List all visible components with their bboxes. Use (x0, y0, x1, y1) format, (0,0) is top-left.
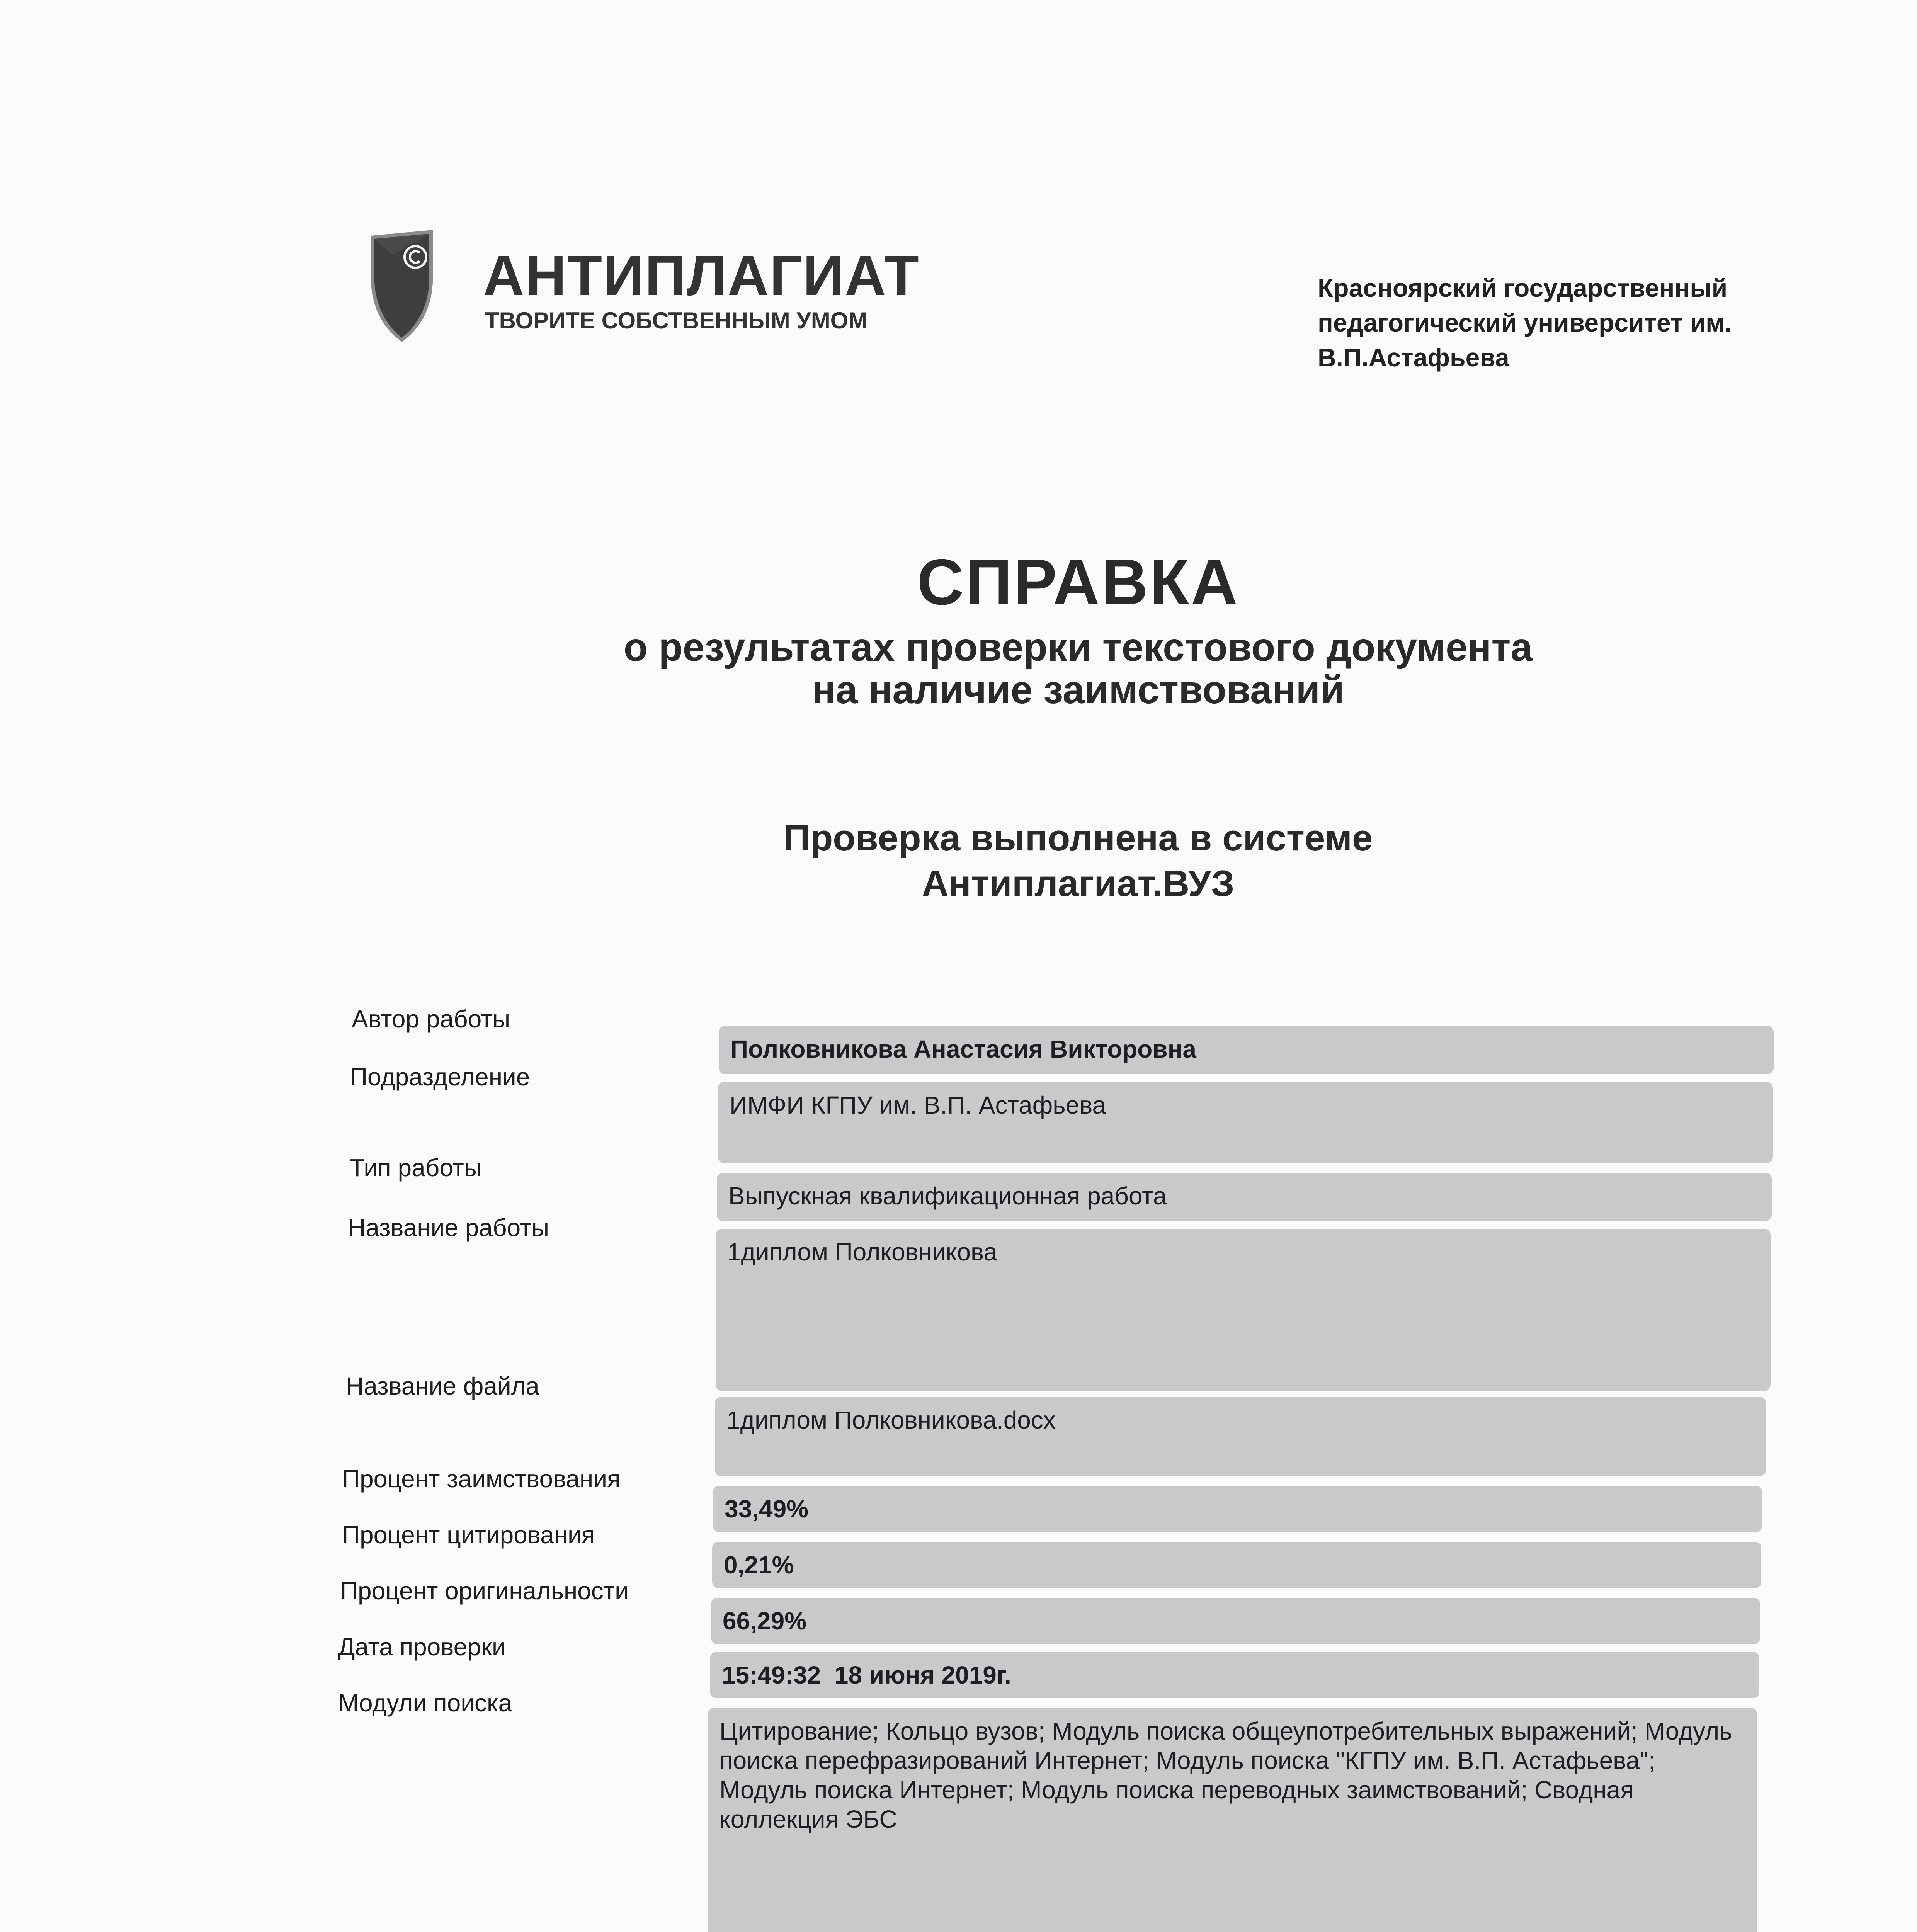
document-subtitle (0, 626, 1917, 711)
originality-label: Процент оригинальности (340, 1577, 629, 1605)
university-line: Красноярский государственный (1318, 274, 1728, 302)
shield-copyright-icon (369, 228, 435, 344)
work-type-label: Тип работы (350, 1154, 482, 1182)
borrowing-field: 33,49% (713, 1486, 1762, 1532)
citation-field: 0,21% (712, 1542, 1761, 1588)
work-title-label: Название работы (348, 1214, 549, 1242)
logo-name: АНТИПЛАГИАТ (483, 244, 920, 308)
document-title: СПРАВКА (917, 546, 1239, 618)
system-info (0, 815, 1917, 906)
department-field: ИМФИ КГПУ им. В.П. Астафьева (718, 1082, 1773, 1163)
university-line: педагогический университет им. (1318, 308, 1732, 337)
file-name-label: Название файла (346, 1372, 539, 1400)
modules-label: Модули поиска (338, 1689, 512, 1717)
subtitle-line: на наличие заимствований (812, 668, 1344, 712)
department-label: Подразделение (350, 1063, 530, 1091)
check-date-field: 15:49:32 18 июня 2019г. (710, 1652, 1759, 1698)
system-line: Антиплагиат.ВУЗ (922, 863, 1235, 904)
subtitle-line: о результатах проверки текстового документа (623, 625, 1533, 669)
check-date-label: Дата проверки (338, 1633, 506, 1661)
work-title-field: 1диплом Полковникова (716, 1229, 1771, 1391)
work-type-field: Выпускная квалификационная работа (717, 1173, 1772, 1221)
originality-field: 66,29% (711, 1598, 1760, 1644)
modules-field: Цитирование; Кольцо вузов; Модуль поиска общеупотребительных выражений; Модуль поиска перефразирований Интернет; Модуль поиска "КГПУ им. В.П. Астафьева"; Модуль поиска Интернет; Модуль поиска переводных заимствований; Сводная коллекция ЭБС (708, 1708, 1757, 1932)
university-line: В.П.Астафьева (1318, 343, 1509, 372)
author-label: Автор работы (352, 1005, 510, 1033)
borrowing-label: Процент заимствования (342, 1465, 621, 1493)
file-name-field: 1диплом Полковникова.docx (715, 1397, 1766, 1476)
system-line: Проверка выполнена в системе (783, 817, 1373, 859)
logo-tagline: ТВОРИТЕ СОБСТВЕННЫМ УМОМ (485, 308, 868, 333)
author-field: Полковникова Анастасия Викторовна (719, 1026, 1774, 1074)
university-name (1318, 270, 1781, 375)
citation-label: Процент цитирования (342, 1521, 595, 1549)
